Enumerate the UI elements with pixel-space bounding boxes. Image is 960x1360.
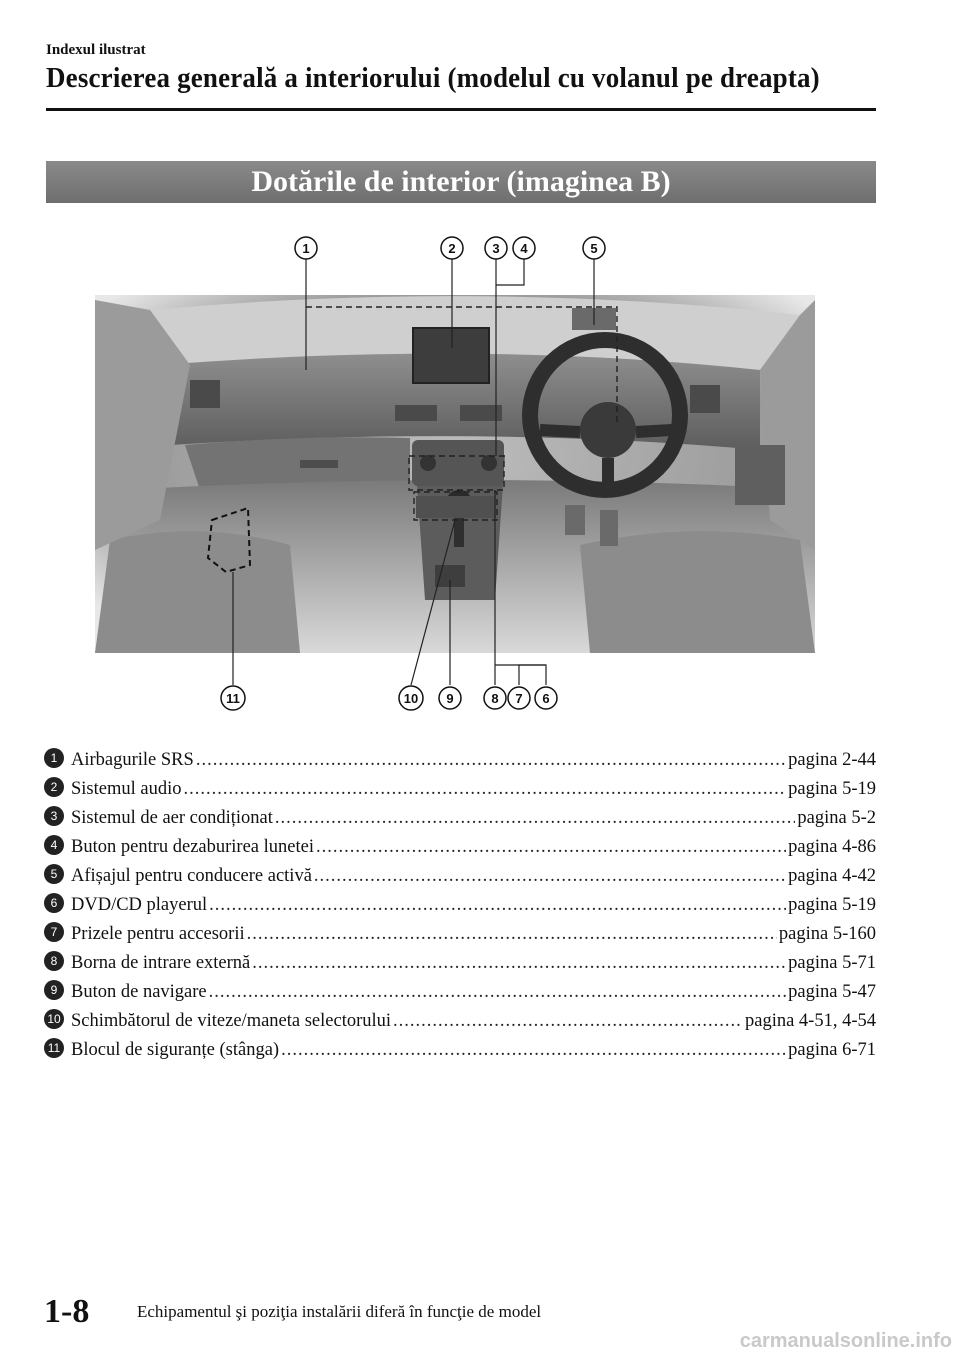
item-number-badge: 2: [44, 777, 64, 797]
item-page-ref: pagina 4-51, 4-54: [744, 1011, 876, 1031]
svg-text:3: 3: [492, 241, 500, 256]
callout-1: [295, 237, 317, 259]
callout-2: [441, 237, 463, 259]
svg-text:7: 7: [515, 691, 523, 706]
item-number-badge: 11: [44, 1038, 64, 1058]
dot-leader: [393, 1011, 743, 1032]
dot-leader: [314, 866, 786, 887]
item-page-ref: pagina 4-86: [788, 837, 876, 857]
item-number-badge: 3: [44, 806, 64, 826]
item-label: Sistemul de aer condiționat: [71, 808, 273, 828]
item-number-badge: 5: [44, 864, 64, 884]
dot-leader: [252, 953, 786, 974]
dot-leader: [184, 779, 787, 800]
item-number-badge: 10: [44, 1009, 64, 1029]
interior-photo: [95, 295, 815, 653]
callout-11: [221, 686, 245, 710]
item-page-ref: pagina 6-71: [788, 1040, 876, 1060]
callout-7: [508, 687, 530, 709]
svg-text:5: 5: [590, 241, 598, 256]
dot-leader: [247, 924, 777, 945]
item-label: Borna de intrare externă: [71, 953, 251, 973]
legend-item: [44, 742, 876, 771]
legend-item: [44, 916, 876, 945]
page-number: 1-8: [44, 1293, 90, 1330]
item-number-badge: 7: [44, 922, 64, 942]
dot-leader: [209, 895, 786, 916]
item-page-ref: pagina 5-71: [788, 953, 876, 973]
callout-5: [583, 237, 605, 259]
item-page-ref: pagina 5-47: [788, 982, 876, 1002]
item-page-ref: pagina 4-42: [788, 866, 876, 886]
callout-6: [535, 687, 557, 709]
dot-leader: [209, 982, 787, 1003]
item-page-ref: pagina 2-44: [788, 750, 876, 770]
dot-leader: [316, 837, 786, 858]
callout-8: [484, 687, 506, 709]
dot-leader: [281, 1040, 786, 1061]
svg-text:11: 11: [226, 691, 240, 706]
section-label: Indexul ilustrat: [46, 42, 146, 58]
svg-text:9: 9: [446, 691, 454, 706]
dot-leader: [275, 808, 795, 829]
dot-leader: [196, 750, 786, 771]
section-banner: Dotările de interior (imaginea B): [46, 161, 876, 203]
component-legend: [44, 742, 876, 1061]
item-label: Airbagurile SRS: [71, 750, 194, 770]
item-number-badge: 4: [44, 835, 64, 855]
item-page-ref: pagina 5-2: [797, 808, 876, 828]
legend-item: [44, 771, 876, 800]
item-page-ref: pagina 5-19: [788, 895, 876, 915]
watermark: carmanualsonline.info: [739, 1330, 952, 1352]
svg-text:6: 6: [542, 691, 550, 706]
legend-item: [44, 858, 876, 887]
legend-item: [44, 887, 876, 916]
title-divider: [46, 108, 876, 111]
svg-text:4: 4: [520, 241, 528, 256]
item-label: Buton de navigare: [71, 982, 207, 1002]
item-label: Sistemul audio: [71, 779, 182, 799]
item-label: Afișajul pentru conducere activă: [71, 866, 312, 886]
interior-diagram: [0, 220, 960, 720]
item-number-badge: 9: [44, 980, 64, 1000]
svg-text:10: 10: [403, 691, 419, 706]
footer-note: Echipamentul şi poziţia instalării diferă în funcţie de model: [137, 1302, 542, 1321]
legend-item: [44, 1003, 876, 1032]
item-number-badge: 6: [44, 893, 64, 913]
item-page-ref: pagina 5-160: [778, 924, 876, 944]
page-title: Descrierea generală a interiorului (modelul cu volanul pe dreapta): [46, 62, 820, 94]
item-number-badge: 1: [44, 748, 64, 768]
callout-10: [399, 686, 423, 710]
svg-text:8: 8: [491, 691, 499, 706]
legend-item: [44, 974, 876, 1003]
item-label: DVD/CD playerul: [71, 895, 208, 915]
callout-4: [513, 237, 535, 259]
svg-text:2: 2: [448, 241, 456, 256]
legend-item: [44, 1032, 876, 1061]
item-number-badge: 8: [44, 951, 64, 971]
callout-9: [439, 687, 461, 709]
legend-item: [44, 829, 876, 858]
item-label: Blocul de siguranțe (stânga): [71, 1040, 280, 1060]
item-label: Schimbătorul de viteze/maneta selectorului: [71, 1011, 392, 1031]
callout-3: [485, 237, 507, 259]
item-label: Buton pentru dezaburirea lunetei: [71, 837, 314, 857]
legend-item: [44, 800, 876, 829]
legend-item: [44, 945, 876, 974]
item-page-ref: pagina 5-19: [788, 779, 876, 799]
svg-text:1: 1: [302, 241, 310, 256]
item-label: Prizele pentru accesorii: [71, 924, 245, 944]
